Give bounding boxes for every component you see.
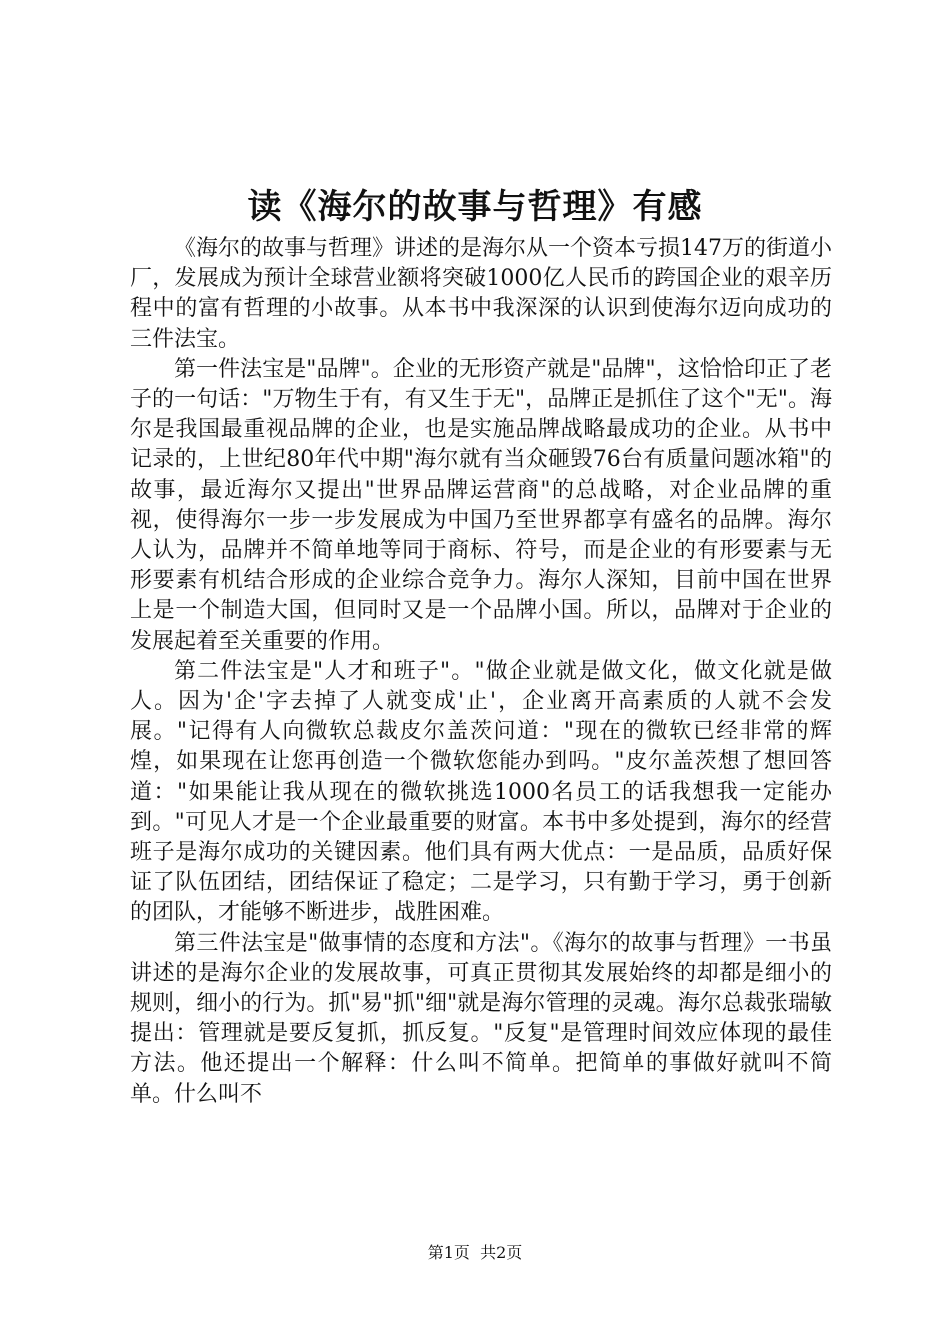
document-body	[130, 234, 832, 1110]
page-footer	[0, 1241, 950, 1265]
paragraph-attitude: 第三件法宝是"做事情的态度和方法"。《海尔的故事与哲理》一书虽讲述的是海尔企业的发展故事，可真正贯彻其发展始终的却都是细小的规则，细小的行为。抓"易"抓"细"就是海尔管理的灵魂。海尔总裁张瑞敏提出：管理就是要反复抓，抓反复。"反复"是管理时间效应体现的最佳方法。他还提出一个解释：什么叫不简单。把简单的事做好就叫不简单。什么叫不	[130, 930, 832, 1107]
page-total: 共2页	[480, 1243, 523, 1262]
footer-spacer	[470, 1243, 480, 1262]
paragraph-intro: 《海尔的故事与哲理》讲述的是海尔从一个资本亏损147万的街道小厂，发展成为预计全球营业额将突破1000亿人民币的跨国企业的艰辛历程中的富有哲理的小故事。从本书中我深深的认识到使海尔迈向成功的三件法宝。	[130, 236, 832, 352]
document-title: 读《海尔的故事与哲理》有感	[247, 187, 703, 227]
paragraph-talent: 第二件法宝是"人才和班子"。"做企业就是做文化，做文化就是做人。因为'企'字去掉了人就变成'止'，企业离开高素质的人就不会发展。"记得有人向微软总裁皮尔盖茨问道："现在的微软已经非常的辉煌，如果现在让您再创造一个微软您能办到吗。"皮尔盖茨想了想回答道："如果能让我从现在的微软挑选1000名员工的话我想我一定能办到。"可见人才是一个企业最重要的财富。本书中多处提到，海尔的经营班子是海尔成功的关键因素。他们具有两大优点：一是品质，品质好保证了队伍团结，团结保证了稳定；二是学习，只有勤于学习，勇于创新的团队，才能够不断进步，战胜困难。	[130, 658, 832, 926]
paragraph-brand: 第一件法宝是"品牌"。企业的无形资产就是"品牌"，这恰恰印正了老子的一句话："万物生于有，有又生于无"，品牌正是抓住了这个"无"。海尔是我国最重视品牌的企业，也是实施品牌战略最成功的企业。从书中记录的，上世纪80年代中期"海尔就有当众砸毁76台有质量问题冰箱"的故事，最近海尔又提出"世界品牌运营商"的总战略，对企业品牌的重视，使得海尔一步一步发展成为中国乃至世界都享有盛名的品牌。海尔人认为，品牌并不简单地等同于商标、符号，而是企业的有形要素与无形要素有机结合形成的企业综合竞争力。海尔人深知，目前中国在世界上是一个制造大国，但同时又是一个品牌小国。所以，品牌对于企业的发展起着至关重要的作用。	[130, 356, 832, 654]
page-number: 第1页	[427, 1243, 470, 1262]
